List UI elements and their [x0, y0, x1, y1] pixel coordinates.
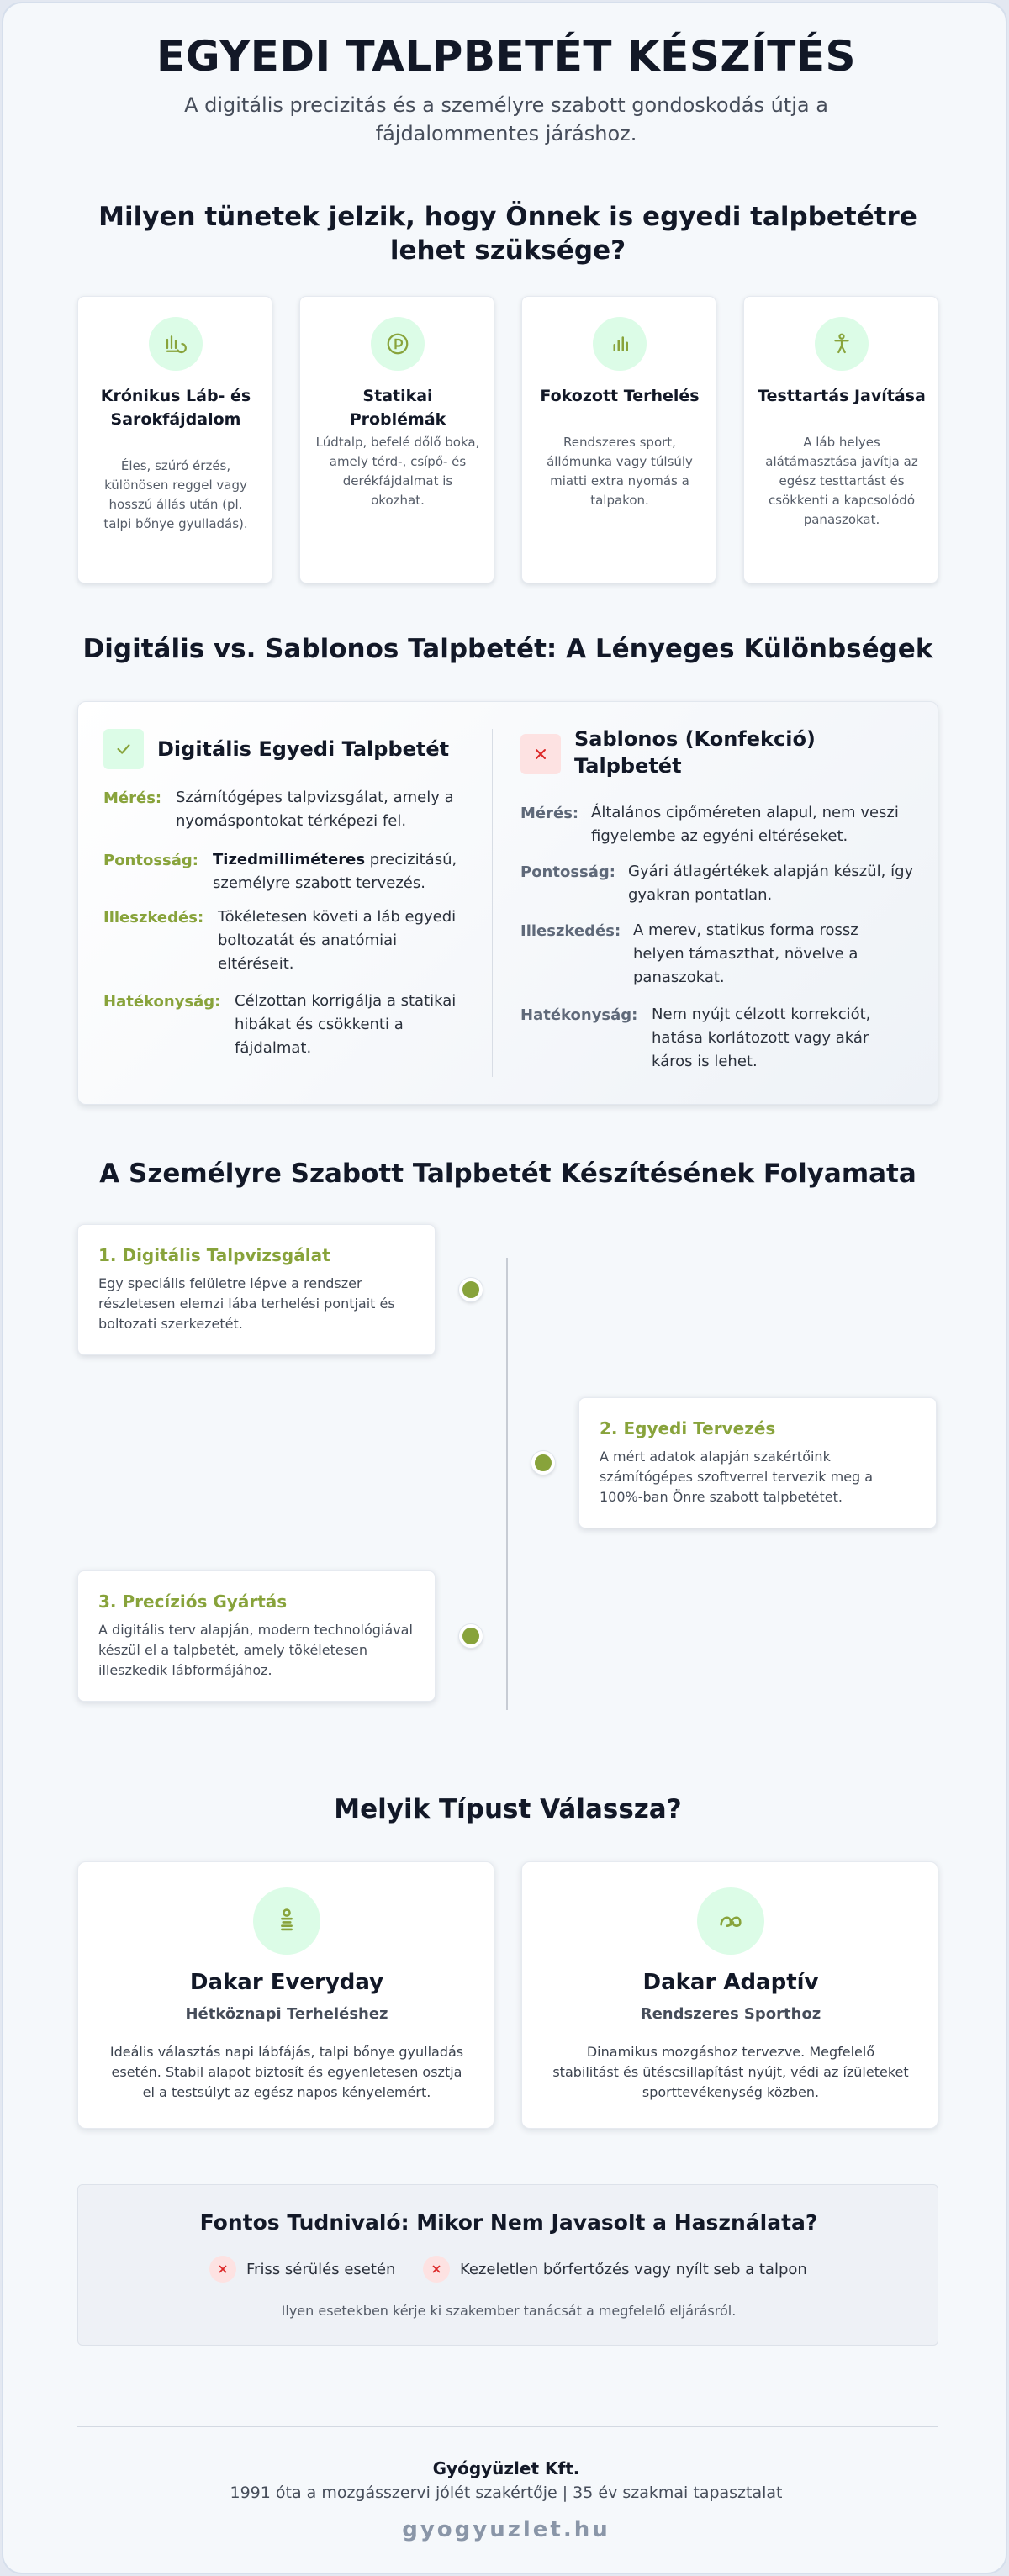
type-tag: Hétköznapi Terheléshez	[185, 2005, 388, 2023]
symptom-desc: Éles, szúró érzés, különösen reggel vagy hosszú állás után (pl. talpi bőnye gyulladás).	[103, 458, 248, 531]
template-heading: Sablonos (Konfekció) Talpbetét	[574, 727, 816, 778]
x-icon	[423, 2256, 450, 2283]
row-label: Hatékonyság:	[103, 993, 221, 1011]
warning-item	[209, 2256, 395, 2283]
step-title: 2. Egyedi Tervezés	[600, 1418, 776, 1438]
row-text-rest: precizitású, személyre szabott tervezés.	[213, 851, 457, 892]
digital-heading: Digitális Egyedi Talpbetét	[157, 737, 450, 761]
symptoms-title: Milyen tünetek jelzik, hogy Önnek is egyedi talpbetétre lehet szüksége?	[98, 202, 917, 266]
type-desc: Ideális választás napi lábfájás, talpi bőnye gyulladás esetén. Stabil alapot biztosít és egyenletesen osztja el a testsúlyt az egész napos kényelemért.	[109, 2044, 464, 2100]
running-icon	[697, 1887, 764, 1955]
foot-icon	[149, 317, 203, 371]
page	[2, 2, 1007, 2574]
symptom-title: Statikai Problémák	[349, 387, 446, 429]
symptom-desc: A láb helyes alátámasztása javítja az egész testtartást és csökkenti a kapcsolódó panaszokat.	[765, 435, 918, 527]
row-text: Gyári átlagértékek alapján készül, így gyakran pontatlan.	[628, 863, 914, 904]
step-desc: A digitális terv alapján, modern technológiával készül el a talpbetét, amely tökéletesen illeszkedik lábformájához.	[98, 1622, 413, 1678]
row-label: Mérés:	[520, 805, 579, 822]
person-icon	[815, 317, 869, 371]
symptom-title: Fokozott Terhelés	[540, 387, 700, 405]
step-desc: A mért adatok alapján szakértőink számítógépes szoftverrel tervezik meg a 100%-ban Önre szabott talpbetétet.	[600, 1449, 874, 1505]
check-icon	[103, 729, 144, 769]
symptom-title: Krónikus Láb- és Sarokfájdalom	[100, 387, 251, 429]
type-name: Dakar Adaptív	[642, 1970, 819, 1995]
symptom-desc: Rendszeres sport, állómunka vagy túlsúly miatti extra nyomás a talpakon.	[547, 435, 693, 508]
row-text	[213, 848, 473, 895]
type-card-everyday	[77, 1861, 494, 2129]
symptom-card	[743, 296, 938, 583]
posture-icon	[371, 317, 425, 371]
timeline-line	[506, 1258, 508, 1710]
comparison-panel	[77, 701, 938, 1105]
types-title: Melyik Típust Válassza?	[334, 1794, 682, 1824]
process-step	[77, 1570, 436, 1702]
warning-item	[423, 2256, 807, 2283]
row-label: Hatékonyság:	[520, 1006, 638, 1024]
process-title: A Személyre Szabott Talpbetét Készítésének Folyamata	[99, 1159, 917, 1189]
row-label: Illeszkedés:	[103, 909, 204, 926]
row-text: Nem nyújt célzott korrekciót, hatása korlátozott vagy akár káros is lehet.	[652, 1006, 871, 1070]
x-icon	[209, 2256, 236, 2283]
symptom-title: Testtartás Javítása	[758, 387, 926, 405]
warning-item-text: Kezeletlen bőrfertőzés vagy nyílt seb a talpon	[460, 2260, 807, 2278]
page-subtitle: A digitális precizitás és a személyre szabott gondoskodás útja a fájdalommentes járáshoz.	[184, 93, 828, 145]
type-name: Dakar Everyday	[189, 1970, 384, 1995]
comparison-title: Digitális vs. Sablonos Talpbetét: A Lényeges Különbségek	[82, 634, 933, 664]
row-label: Pontosság:	[103, 852, 199, 869]
symptom-card	[299, 296, 494, 583]
row-text: A merev, statikus forma rossz helyen támaszthat, növelve a panaszokat.	[633, 921, 858, 986]
x-icon	[520, 734, 561, 774]
row-label: Illeszkedés:	[520, 922, 621, 940]
step-title: 1. Digitális Talpvizsgálat	[98, 1245, 330, 1265]
row-label: Pontosság:	[520, 863, 616, 881]
warning-note: Ilyen esetekben kérje ki szakember tanácsát a megfelelő eljárásról.	[281, 2303, 737, 2319]
process-step	[578, 1397, 937, 1528]
page-title: EGYEDI TALPBETÉT KÉSZÍTÉS	[156, 32, 856, 81]
type-tag: Rendszeres Sporthoz	[640, 2005, 821, 2023]
row-text: Tökéletesen követi a láb egyedi boltozatát és anatómiai eltéréseit.	[218, 908, 457, 973]
bar-chart-icon	[593, 317, 647, 371]
divider	[492, 729, 493, 1077]
step-title: 3. Precíziós Gyártás	[98, 1592, 288, 1612]
timeline-dot	[459, 1624, 483, 1648]
timeline-dot	[459, 1278, 483, 1301]
warning-title: Fontos Tudnivaló: Mikor Nem Javasolt a Használata?	[199, 2210, 818, 2235]
row-label: Mérés:	[103, 789, 162, 807]
footer-company: Gyógyüzlet Kft.	[432, 2458, 580, 2478]
row-text: Célzottan korrigálja a statikai hibákat és csökkenti a fájdalmat.	[235, 992, 457, 1057]
symptom-card	[77, 296, 272, 583]
footer-site-link[interactable]: gyogyuzlet.hu	[402, 2517, 610, 2542]
timeline-dot	[531, 1451, 555, 1475]
symptom-card	[521, 296, 716, 583]
type-desc: Dinamikus mozgáshoz tervezve. Megfelelő stabilitást és ütéscsillapítást nyújt, védi az ízületeket sporttevékenység közben.	[552, 2044, 909, 2100]
row-text: Számítógépes talpvizsgálat, amely a nyomáspontokat térképezi fel.	[176, 789, 454, 830]
walking-icon	[253, 1887, 320, 1955]
symptom-desc: Lúdtalp, befelé dőlő boka, amely térd-, csípő- és derékfájdalmat is okozhat.	[315, 435, 480, 508]
footer-divider	[77, 2426, 938, 2427]
row-text-bold: Tizedmilliméteres	[213, 851, 366, 868]
warning-box	[77, 2184, 938, 2346]
warning-item-text: Friss sérülés esetén	[246, 2260, 396, 2278]
step-desc: Egy speciális felületre lépve a rendszer részletesen elemzi lába terhelési pontjait és boltozati szerkezetét.	[98, 1275, 395, 1332]
footer-tagline: 1991 óta a mozgásszervi jólét szakértője | 35 év szakmai tapasztalat	[230, 2484, 783, 2502]
process-step	[77, 1224, 436, 1355]
type-card-adaptive	[521, 1861, 938, 2129]
row-text: Általános cipőméreten alapul, nem veszi figyelembe az egyéni eltéréseket.	[591, 804, 899, 845]
